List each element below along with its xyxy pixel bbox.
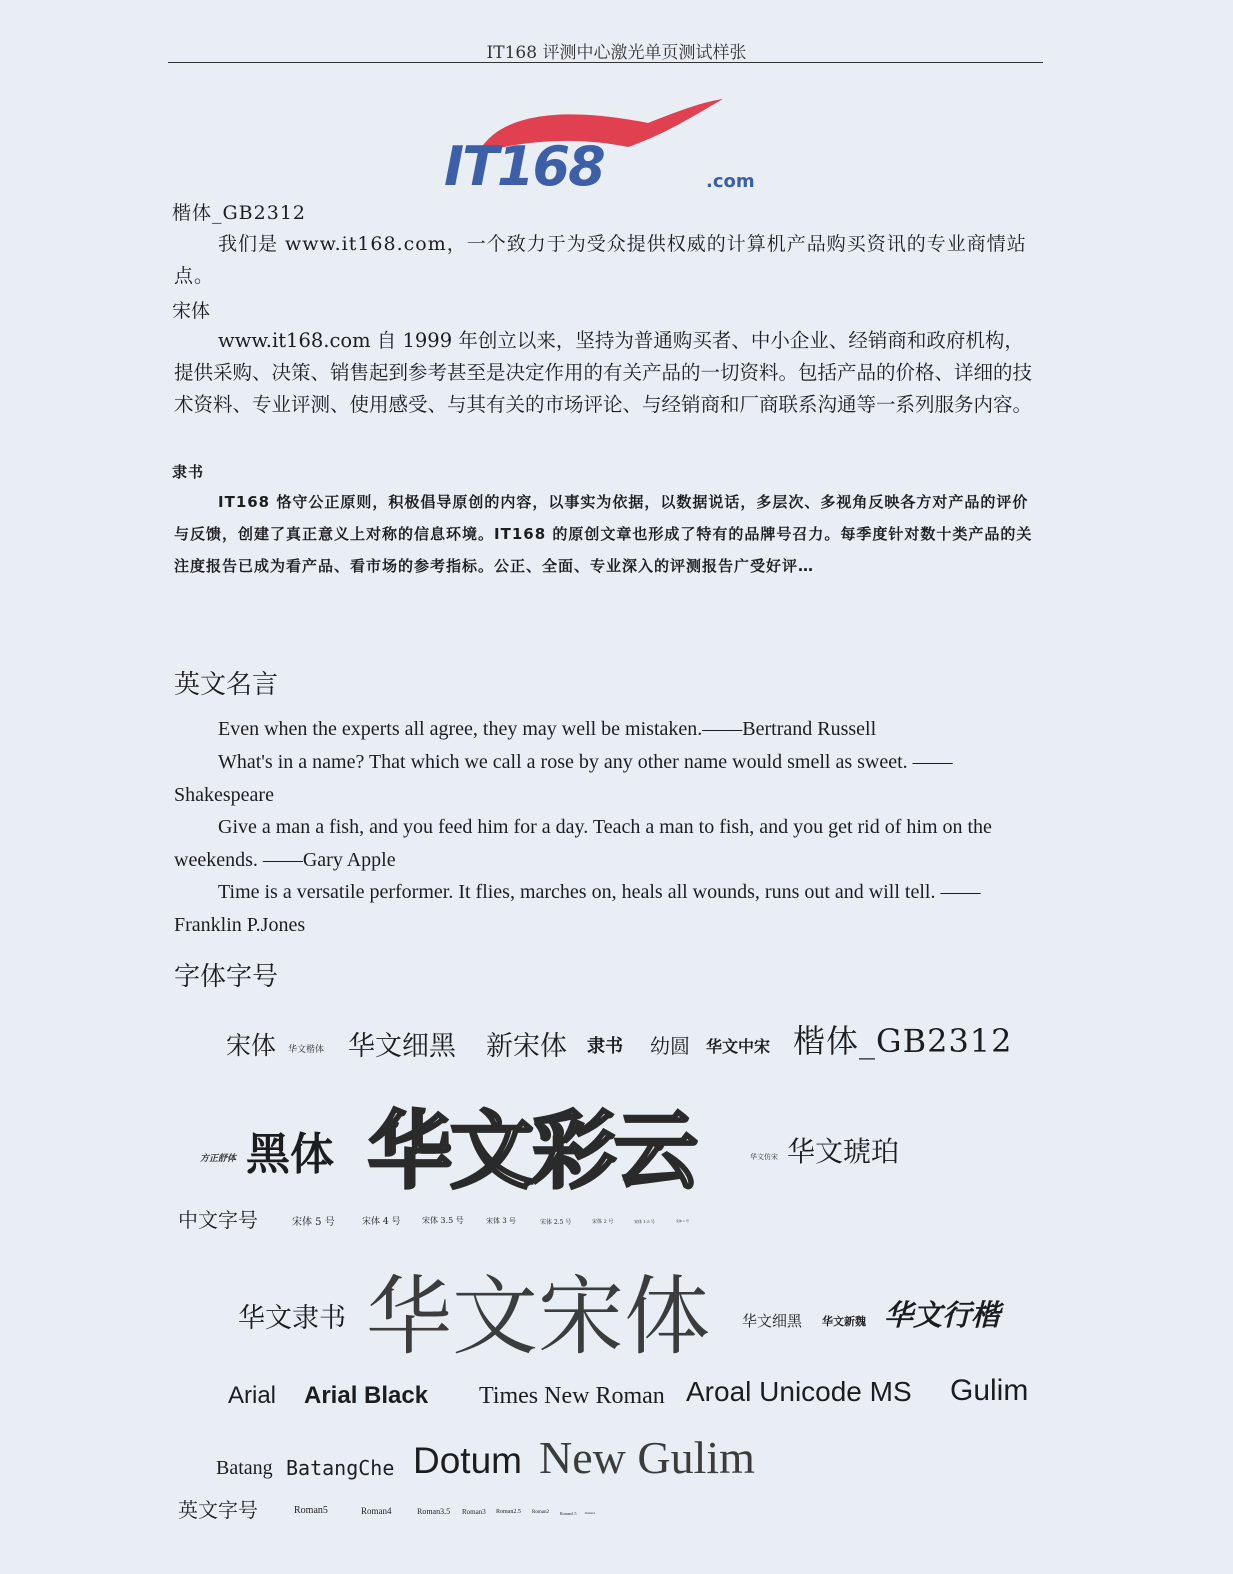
en-size-3-5: Roman3.5 bbox=[417, 1507, 451, 1516]
font-sample-huawen-xihei-small: 华文细黑 bbox=[742, 1312, 803, 1330]
song-paragraph: www.it168.com 自 1999 年创立以来，坚持为普通购买者、中小企业、经销商和政府机构，提供采购、决策、销售起到参考甚至是决定作用的有关产品的一切资料。包括产品的价格、详细的技术资料、专业评测、使用感受、与其有关的市场评论、与经销商和厂商联系沟通等一系列服务内容。 bbox=[174, 329, 1033, 416]
page-header-title: IT168 评测中心激光单页测试样张 bbox=[486, 43, 747, 63]
logo-suffix: .com bbox=[706, 171, 755, 192]
quote-4: Time is a versatile performer. It flies, marches on, heals all wounds, runs out and will tell. ——Franklin P.Jones bbox=[174, 881, 981, 936]
en-sizes-label: 英文字号 bbox=[178, 1498, 258, 1522]
font-sample-huawen-fangsong: 华文仿宋 bbox=[750, 1153, 778, 1161]
font-sample-fangzheng-shuti: 方正舒体 bbox=[200, 1154, 237, 1164]
font-sample-arial: Arial bbox=[228, 1382, 277, 1409]
font-sample-huawen-xihei: 华文细黑 bbox=[348, 1031, 456, 1062]
font-sample-dotum: Dotum bbox=[413, 1440, 522, 1481]
cn-size-2: 宋体 2 号 bbox=[592, 1219, 614, 1225]
cn-size-1-5: 宋体 1.5 号 bbox=[634, 1219, 655, 1224]
font-sample-new-gulim: New Gulim bbox=[539, 1432, 755, 1483]
font-sample-huawen-xinwei: 华文新魏 bbox=[822, 1315, 866, 1328]
li-label: 隶书 bbox=[172, 463, 205, 481]
font-sample-lishu: 隶书 bbox=[587, 1036, 623, 1057]
font-sample-huawen-lishu: 华文隶书 bbox=[238, 1303, 346, 1334]
quotes-title: 英文名言 bbox=[174, 670, 279, 700]
li-paragraph: IT168 恪守公正原则，积极倡导原创的内容，以事实为依据，以数据说话，多层次、多视角反映各方对产品的评价与反馈，创建了真正意义上对称的信息环境。IT168 的原创文章也形成了特有的品牌号召力。每季度针对数十类产品的关注度报告已成为看产品、看市场的参考指标。公正、全面、专业深入的评测报告广受好评… bbox=[174, 493, 1033, 575]
kai-label: 楷体_GB2312 bbox=[172, 202, 306, 224]
font-sample-heiti: 黑体 bbox=[246, 1129, 334, 1180]
font-sample-arial-unicode: Aroal Unicode MS bbox=[686, 1376, 912, 1407]
font-sample-times-new-roman: Times New Roman bbox=[479, 1383, 665, 1409]
cn-size-5: 宋体 5 号 bbox=[292, 1217, 335, 1228]
en-size-3: Roman3 bbox=[462, 1508, 486, 1516]
en-size-4: Roman4 bbox=[361, 1506, 392, 1516]
cn-size-1: 宋体 1 号 bbox=[676, 1219, 689, 1223]
cn-size-3-5: 宋体 3.5 号 bbox=[422, 1216, 464, 1225]
font-sample-xinsong: 新宋体 bbox=[486, 1031, 567, 1062]
logo-wordmark: IT168 bbox=[444, 135, 604, 198]
font-sample-huawen-kai: 华文楷体 bbox=[288, 1045, 325, 1055]
font-sample-arial-black: Arial Black bbox=[304, 1382, 429, 1409]
it168-logo bbox=[438, 95, 778, 198]
kai-paragraph: 我们是 www.it168.com，一个致力于为受众提供权威的计算机产品购买资讯的专业商情站点。 bbox=[174, 233, 1027, 287]
font-sample-youyuan: 幼圆 bbox=[650, 1034, 690, 1058]
font-sample-huawen-songti: 华文宋体 bbox=[366, 1267, 710, 1367]
en-size-2: Roman2 bbox=[532, 1510, 549, 1515]
en-size-5: Roman5 bbox=[294, 1505, 328, 1516]
fonts-title: 字体字号 bbox=[174, 962, 279, 992]
font-sample-batang: Batang bbox=[216, 1457, 273, 1479]
font-sample-song: 宋体 bbox=[226, 1031, 277, 1060]
cn-size-3: 宋体 3 号 bbox=[486, 1217, 516, 1225]
font-sample-huawen-hupo: 华文琥珀 bbox=[787, 1135, 900, 1168]
cn-size-2-5: 宋体 2.5 号 bbox=[540, 1219, 572, 1226]
font-sample-batangche: BatangChe bbox=[286, 1456, 395, 1480]
en-size-1-5: Roman1.5 bbox=[560, 1511, 577, 1516]
quote-1: Even when the experts all agree, they may well be mistaken.——Bertrand Russell bbox=[218, 718, 877, 740]
cn-size-4: 宋体 4 号 bbox=[362, 1217, 401, 1227]
song-label: 宋体 bbox=[172, 300, 211, 322]
header-divider bbox=[168, 62, 1043, 63]
en-size-1: Roman1 bbox=[585, 1511, 596, 1515]
cn-sizes-label: 中文字号 bbox=[178, 1208, 258, 1232]
font-sample-huawen-caiyun: 华文彩云 bbox=[368, 1102, 697, 1200]
font-sample-gulim: Gulim bbox=[950, 1374, 1029, 1407]
quote-2: What's in a name? That which we call a rose by any other name would smell as sweet. ——Shakespeare bbox=[174, 751, 953, 806]
font-sample-huawen-zhongsong: 华文中宋 bbox=[706, 1037, 771, 1056]
quote-3: Give a man a fish, and you feed him for a day. Teach a man to fish, and you get rid of him on the weekends. ——Gary Apple bbox=[174, 816, 992, 871]
en-size-2-5: Roman2.5 bbox=[496, 1509, 521, 1515]
font-sample-kai-gb2312: 楷体_GB2312 bbox=[793, 1022, 1013, 1060]
font-sample-huawen-xingkai: 华文行楷 bbox=[884, 1298, 1001, 1332]
